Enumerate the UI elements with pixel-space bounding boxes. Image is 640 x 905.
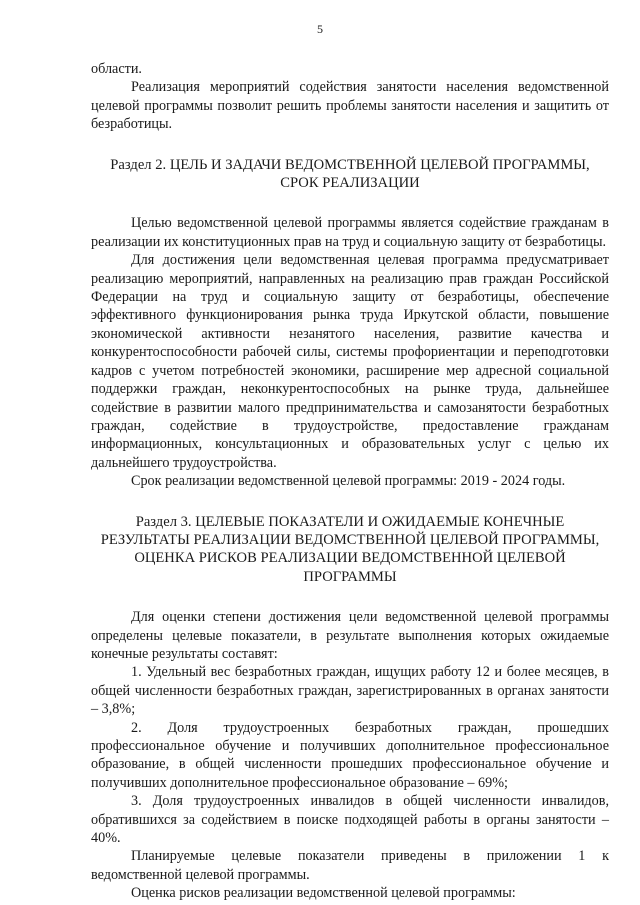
paragraph-risk-assessment: Оценка рисков реализации ведомственной целевой программы: (131, 885, 516, 902)
document-body (91, 60, 609, 903)
paragraph-continuation: области. (91, 61, 142, 77)
paragraph-indicators-intro: Для оценки степени достижения цели ведомственной целевой программы определены целевые показатели, в результате выполнения которых ожидаемые конечные результаты составят: (91, 609, 609, 662)
paragraph-appendix-ref: Планируемые целевые показатели приведены в приложении 1 к ведомственной целевой программы. (91, 848, 609, 883)
page-number: 5 (317, 22, 323, 36)
section-3-heading: Раздел 3. ЦЕЛЕВЫЕ ПОКАЗАТЕЛИ И ОЖИДАЕМЫЕ КОНЕЧНЫЕ РЕЗУЛЬТАТЫ РЕАЛИЗАЦИИ ВЕДОМСТВЕННОЙ ЦЕЛЕВОЙ ПРОГРАММЫ, ОЦЕНКА РИСКОВ РЕАЛИЗАЦИИ ВЕДОМСТВЕННОЙ ЦЕЛЕВОЙ ПРОГРАММЫ (100, 513, 600, 585)
paragraph-goal: Целью ведомственной целевой программы является содействие гражданам в реализации их конституционных прав на труд и социальную защиту от безработицы. (91, 215, 609, 250)
section-2-heading: Раздел 2. ЦЕЛЬ И ЗАДАЧИ ВЕДОМСТВЕННОЙ ЦЕЛЕВОЙ ПРОГРАММЫ, СРОК РЕАЛИЗАЦИИ (110, 156, 590, 192)
indicator-item-3: 3. Доля трудоустроенных инвалидов в общей численности инвалидов, обратившихся за содействием в поиске подходящей работы в органы занятости – 40%. (91, 793, 609, 847)
paragraph-measures: Для достижения цели ведомственная целевая программа предусматривает реализацию мероприятий, направленных на реализацию прав граждан Российской Федерации на труд и социальную защиту от безработицы, обеспечение эффективного функционирования рынка труда Иркутской области, повышение экономической активности незанятого населения, развитие качества и конкурентоспособности рабочей силы, системы профориентации и переподготовки кадров с учетом потребностей экономики, расширение мер адресной социальной поддержки граждан, неконкурентоспособных на рынке труда, дальнейшее содействие в развитии малого предпринимательства и самозанятости безработных граждан, содействие в трудоустройстве, предоставление гражданам информационных, консультационных и образовательных услуг с целью их дальнейшего трудоустройства. (91, 252, 609, 471)
paragraph-implementation: Реализация мероприятий содействия занятости населения ведомственной целевой программы позволит решить проблемы занятости населения и защитить от безработицы. (91, 79, 609, 133)
indicator-item-1: 1. Удельный вес безработных граждан, ищущих работу 12 и более месяцев, в общей численности безработных граждан, зарегистрированных в органах занятости – 3,8%; (91, 664, 609, 718)
indicator-item-2: 2. Доля трудоустроенных безработных граждан, прошедших профессиональное обучение и получивших дополнительное профессиональное образование, в общей численности прошедших профессиональное обучение и получивших дополнительное профессиональное образование – 69%; (91, 719, 609, 791)
paragraph-term: Срок реализации ведомственной целевой программы: 2019 - 2024 годы. (131, 473, 566, 490)
